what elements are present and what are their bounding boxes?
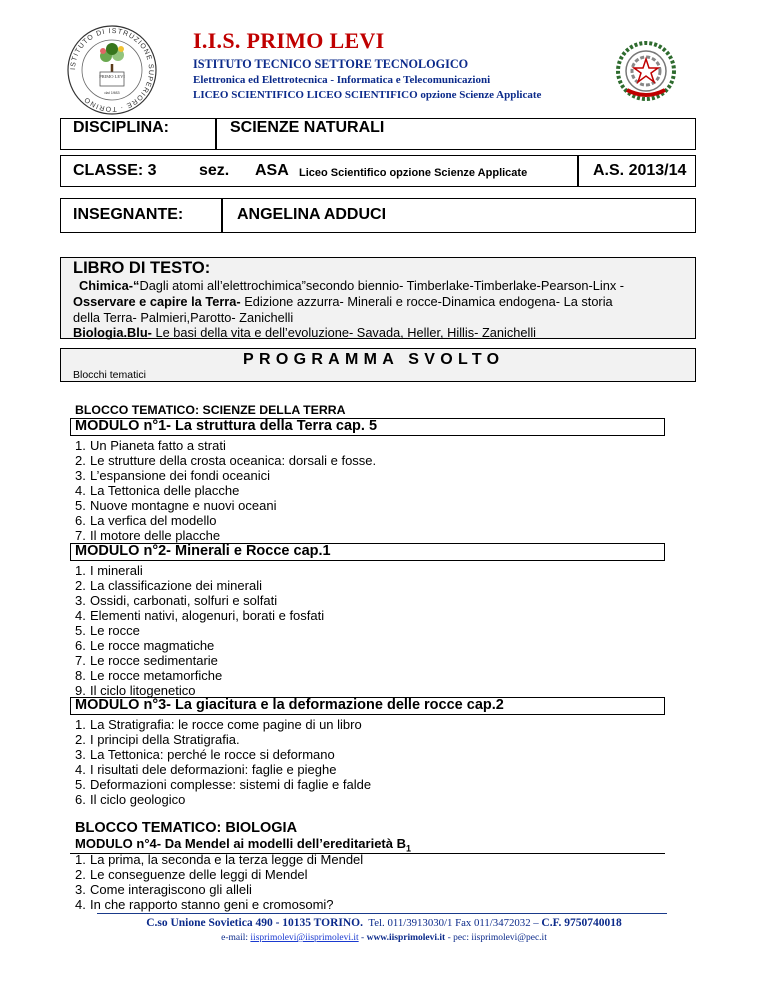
list-item: 5. Le rocce [75, 623, 140, 638]
list-item: 4. I risultati dele deformazioni: faglie e pieghe [75, 762, 337, 777]
logo-ring-text: ISTITUTO DI ISTRUZIONE SUPERIORE · TORINO [69, 27, 155, 113]
footer-contact-line: e-mail: iisprimolevi@iisprimolevi.it - www.iisprimolevi.it - pec: iisprimolevi@pec.it [221, 933, 547, 943]
logo-inner-text: PRIMO LEVI [99, 74, 125, 79]
list-item: 7. Le rocce sedimentarie [75, 653, 218, 668]
modulo-3-title: MODULO n°3- La giacitura e la deformazione delle rocce cap.2 [75, 697, 504, 713]
italian-republic-emblem [613, 38, 679, 104]
list-item: 7. Il motore delle placche [75, 528, 221, 543]
list-item: 3. Ossidi, carbonati, solfuri e solfati [75, 593, 278, 608]
sez-note: Liceo Scientifico opzione Scienze Applicate [299, 167, 528, 179]
list-item: 1. I minerali [75, 563, 143, 578]
list-item: 1. Un Pianeta fatto a strati [75, 438, 226, 453]
list-item: 5. Deformazioni complesse: sistemi di faglie e falde [75, 777, 372, 792]
libro-biologia: Biologia.Blu- Le basi della vita e dell’evoluzione- Savada, Heller, Hillis- Zanichelli [73, 325, 537, 340]
modulo-4-title: MODULO n°4- Da Mendel ai modelli dell’ereditarietà $B_1$ [75, 836, 412, 854]
blocchi-label: Blocchi tematici [73, 369, 146, 381]
list-item: 2. Le conseguenze delle leggi di Mendel [75, 867, 308, 882]
modulo-1-title: MODULO n°1- La struttura della Terra cap. 5 [75, 418, 378, 434]
insegnante-label: INSEGNANTE: [73, 206, 184, 223]
list-item: 9. Il ciclo litogenetico [75, 683, 196, 698]
school-subtitle-3: LICEO SCIENTIFICO LICEO SCIENTIFICO opzione Scienze Applicate [193, 89, 542, 101]
list-item: 2. La classificazione dei minerali [75, 578, 262, 593]
logo-year: dal 1983 [104, 90, 120, 95]
list-item: 4. In che rapporto stanno geni e cromosomi? [75, 897, 334, 912]
list-item: 1. La prima, la seconda e la terza legge di Mendel [75, 852, 364, 867]
list-item: 6. La verfica del modello [75, 513, 217, 528]
list-item: 6. Le rocce magmatiche [75, 638, 215, 653]
insegnante-value: ANGELINA ADDUCI [237, 206, 387, 223]
list-item: 4. La Tettonica delle placche [75, 483, 240, 498]
footer-email-link[interactable]: iisprimolevi@iisprimolevi.it [250, 933, 359, 943]
school-subtitle-2: Elettronica ed Elettrotecnica - Informatica e Telecomunicazioni [193, 74, 491, 86]
sez-label: sez. [199, 162, 230, 179]
blocco-title-terra: BLOCCO TEMATICO: SCIENZE DELLA TERRA [75, 403, 346, 417]
disciplina-label: DISCIPLINA: [73, 119, 169, 136]
sez-value: ASA [255, 162, 289, 179]
list-item: 1. La Stratigrafia: le rocce come pagine di un libro [75, 717, 362, 732]
libro-title: LIBRO DI TESTO: [73, 259, 211, 277]
libro-chimica: Chimica-“Dagli atomi all’elettrochimica”secondo biennio- Timberlake-Timberlake-Pearson-Linx - [79, 278, 625, 293]
modulo-2-title: MODULO n°2- Minerali e Rocce cap.1 [75, 543, 331, 559]
list-item: 3. Come interagiscono gli alleli [75, 882, 252, 897]
list-item: 2. I principi della Stratigrafia. [75, 732, 240, 747]
programma-title: PROGRAMMA SVOLTO [243, 351, 505, 368]
list-item: 8. Le rocce metamorfiche [75, 668, 223, 683]
footer-pec: pec: iisprimolevi@pec.it [453, 933, 547, 943]
list-item: 3. L’espansione dei fondi oceanici [75, 468, 270, 483]
libro-terra-cont: della Terra- Palmieri,Parotto- Zanichelli [73, 310, 294, 325]
school-subtitle-1: ISTITUTO TECNICO SETTORE TECNOLOGICO [193, 57, 469, 71]
list-item: 4. Elementi nativi, alogenuri, borati e fosfati [75, 608, 325, 623]
list-item: 2. Le strutture della crosta oceanica: dorsali e fosse. [75, 453, 377, 468]
libro-terra: Osservare e capire la Terra- Edizione azzurra- Minerali e rocce-Dinamica endogena- La storia [73, 294, 613, 309]
list-item: 3. La Tettonica: perché le rocce si deformano [75, 747, 335, 762]
footer-website-link[interactable]: www.iisprimolevi.it [366, 933, 446, 943]
classe-label: CLASSE: 3 [73, 162, 157, 179]
list-item: 5. Nuove montagne e nuovi oceani [75, 498, 277, 513]
list-item: 6. Il ciclo geologico [75, 792, 186, 807]
blocco-title-biologia: BLOCCO TEMATICO: BIOLOGIA [75, 820, 298, 836]
disciplina-value: SCIENZE NATURALI [230, 119, 385, 136]
school-logo [66, 24, 158, 116]
footer-address-line: C.so Unione Sovietica 490 - 10135 TORINO. Tel. 011/3913030/1 Fax 011/3472032 – C.F. 9750740018 [146, 917, 622, 929]
anno-scolastico: A.S. 2013/14 [593, 162, 687, 179]
footer-divider [97, 913, 667, 914]
school-name: I.I.S. PRIMO LEVI [193, 28, 385, 53]
